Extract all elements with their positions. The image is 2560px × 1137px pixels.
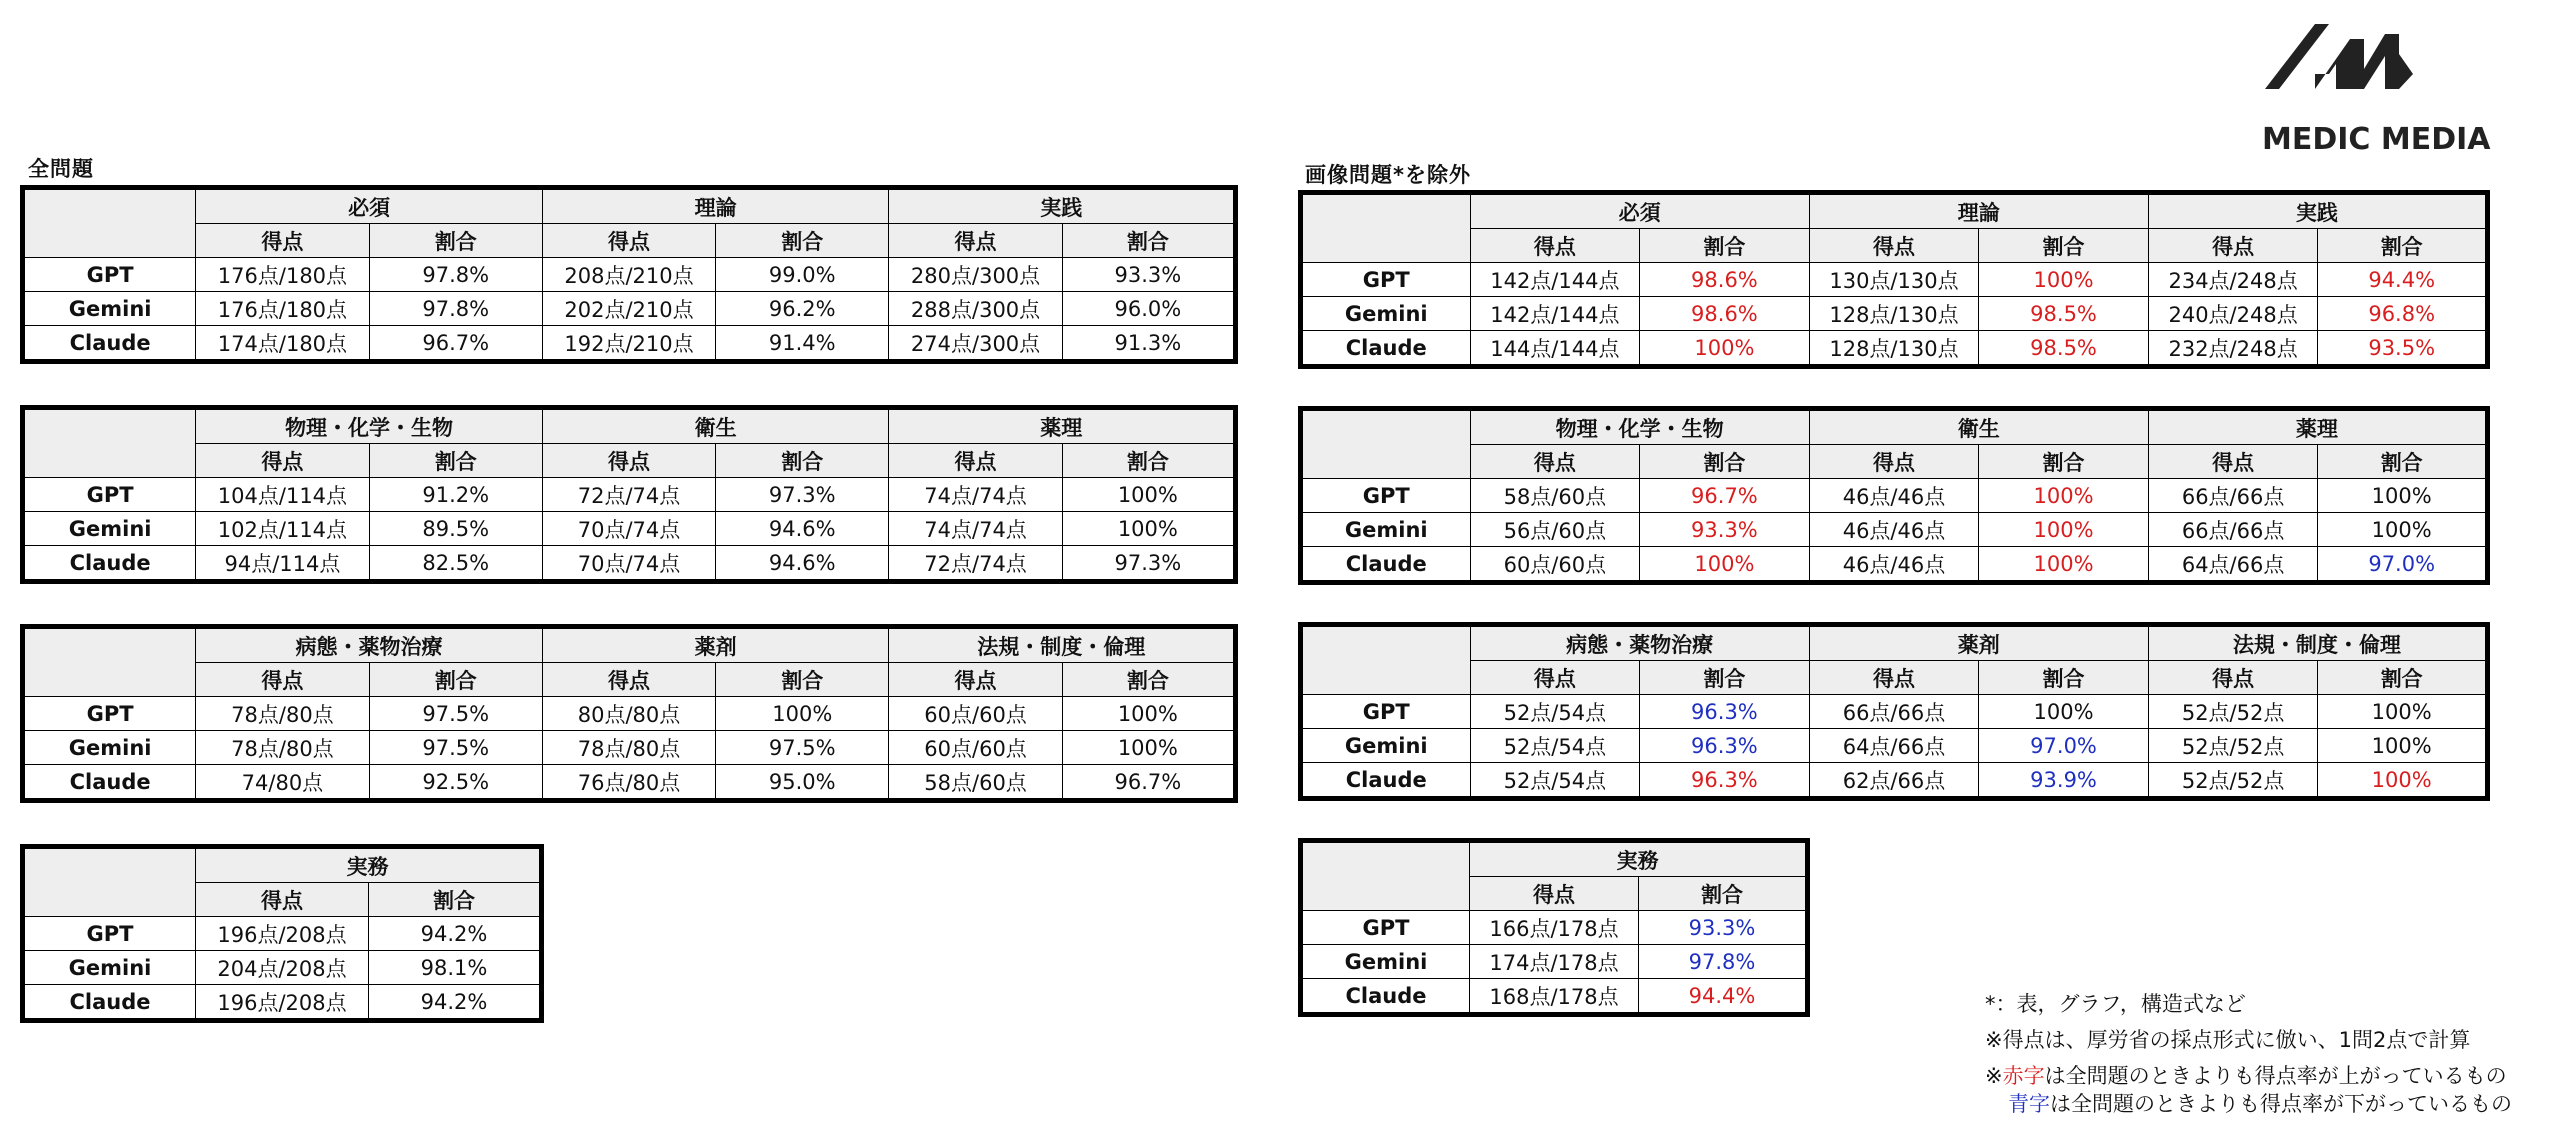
ratio-cell: 98.1% — [369, 951, 542, 985]
table-row — [23, 731, 1236, 765]
category-header: 病態・薬物治療 — [196, 627, 543, 663]
score-cell: 78点/80点 — [542, 731, 715, 765]
score-header: 得点 — [1809, 445, 1979, 479]
score-cell: 78点/80点 — [196, 697, 369, 731]
score-header: 得点 — [542, 663, 715, 697]
table-row — [23, 697, 1236, 731]
score-cell: 274点/300点 — [889, 326, 1062, 362]
score-header: 得点 — [889, 444, 1062, 478]
score-cell: 74点/74点 — [889, 478, 1062, 512]
ratio-cell: 96.7% — [1640, 479, 1810, 513]
ratio-header: 割合 — [369, 883, 542, 917]
ratio-cell: 96.3% — [1640, 695, 1810, 729]
ratio-cell: 89.5% — [369, 512, 542, 546]
table-row — [23, 326, 1236, 362]
score-cell: 52点/54点 — [1470, 695, 1640, 729]
note-blue — [2008, 1088, 2512, 1118]
score-cell: 72点/74点 — [889, 546, 1062, 582]
score-header: 得点 — [1470, 661, 1640, 695]
score-header: 得点 — [542, 444, 715, 478]
ratio-cell: 97.8% — [1639, 945, 1808, 979]
score-cell: 208点/210点 — [542, 258, 715, 292]
ratio-cell: 100% — [1640, 331, 1810, 367]
category-header: 実務 — [1470, 841, 1808, 877]
model-name: GPT — [23, 478, 196, 512]
table-subheader-row — [1301, 445, 2488, 479]
table-row — [23, 765, 1236, 801]
category-header: 薬剤 — [542, 627, 889, 663]
ratio-cell: 91.4% — [716, 326, 889, 362]
ratio-cell: 93.9% — [1979, 763, 2149, 799]
ratio-cell: 100% — [2318, 479, 2488, 513]
ratio-cell: 100% — [1062, 731, 1235, 765]
model-name: Gemini — [1301, 729, 1471, 763]
score-cell: 102点/114点 — [196, 512, 369, 546]
ratio-header: 割合 — [1979, 661, 2149, 695]
table-row — [23, 985, 542, 1021]
model-name: GPT — [1301, 911, 1470, 945]
ratio-cell: 97.5% — [369, 731, 542, 765]
table-header-row — [23, 847, 542, 883]
ratio-header: 割合 — [1639, 877, 1808, 911]
score-header: 得点 — [1470, 445, 1640, 479]
left-section-title: 全問題 — [28, 157, 94, 181]
ratio-cell: 99.0% — [716, 258, 889, 292]
ratio-cell: 94.4% — [1639, 979, 1808, 1015]
note-red-rest: は全問題のときよりも得点率が上がっているもの — [2044, 1064, 2507, 1088]
ratio-cell: 97.3% — [1062, 546, 1235, 582]
category-header: 薬理 — [889, 408, 1236, 444]
score-header: 得点 — [889, 663, 1062, 697]
score-header: 得点 — [2148, 661, 2318, 695]
score-cell: 166点/178点 — [1470, 911, 1639, 945]
ratio-cell: 93.3% — [1640, 513, 1810, 547]
ratio-cell: 96.3% — [1640, 763, 1810, 799]
table-corner — [1301, 841, 1470, 911]
score-cell: 280点/300点 — [889, 258, 1062, 292]
model-name: Claude — [23, 985, 196, 1021]
table-row — [23, 951, 542, 985]
ratio-cell: 98.6% — [1640, 263, 1810, 297]
table-row — [1301, 479, 2488, 513]
score-cell: 176点/180点 — [196, 292, 369, 326]
table-subheader-row — [23, 444, 1236, 478]
category-header: 理論 — [1809, 193, 2148, 229]
score-header: 得点 — [196, 883, 369, 917]
table-row — [1301, 945, 1808, 979]
ratio-cell: 100% — [1062, 478, 1235, 512]
table-row — [23, 258, 1236, 292]
ratio-cell: 100% — [1979, 479, 2149, 513]
score-cell: 288点/300点 — [889, 292, 1062, 326]
category-header: 物理・化学・生物 — [1470, 409, 1809, 445]
ratio-cell: 100% — [1979, 513, 2149, 547]
score-table — [20, 844, 544, 1023]
ratio-cell: 100% — [1640, 547, 1810, 583]
category-header: 物理・化学・生物 — [196, 408, 543, 444]
score-cell: 62点/66点 — [1809, 763, 1979, 799]
ratio-cell: 91.2% — [369, 478, 542, 512]
score-cell: 74点/74点 — [889, 512, 1062, 546]
score-cell: 176点/180点 — [196, 258, 369, 292]
table-row — [1301, 911, 1808, 945]
table-row — [1301, 979, 1808, 1015]
table-row — [1301, 513, 2488, 547]
score-cell: 52点/54点 — [1470, 763, 1640, 799]
table-header-row — [1301, 625, 2488, 661]
ratio-cell: 100% — [1979, 263, 2149, 297]
score-cell: 58点/60点 — [1470, 479, 1640, 513]
ratio-cell: 97.5% — [369, 697, 542, 731]
category-header: 薬剤 — [1809, 625, 2148, 661]
model-name: Gemini — [23, 951, 196, 985]
score-table — [20, 624, 1238, 803]
ratio-header: 割合 — [369, 663, 542, 697]
table-row — [1301, 263, 2488, 297]
ratio-header: 割合 — [1640, 661, 1810, 695]
ratio-header: 割合 — [1979, 445, 2149, 479]
table-header-row — [1301, 409, 2488, 445]
model-name: Claude — [1301, 547, 1471, 583]
category-header: 薬理 — [2148, 409, 2487, 445]
score-cell: 142点/144点 — [1470, 263, 1640, 297]
ratio-header: 割合 — [1062, 224, 1235, 258]
score-table — [20, 405, 1238, 584]
score-cell: 66点/66点 — [2148, 513, 2318, 547]
model-name: Gemini — [1301, 297, 1471, 331]
ratio-header: 割合 — [2318, 445, 2488, 479]
score-cell: 46点/46点 — [1809, 513, 1979, 547]
score-header: 得点 — [2148, 229, 2318, 263]
ratio-cell: 100% — [1979, 695, 2149, 729]
score-cell: 192点/210点 — [542, 326, 715, 362]
score-table — [20, 185, 1238, 364]
ratio-cell: 91.3% — [1062, 326, 1235, 362]
ratio-header: 割合 — [2318, 661, 2488, 695]
score-cell: 58点/60点 — [889, 765, 1062, 801]
ratio-cell: 98.5% — [1979, 297, 2149, 331]
ratio-header: 割合 — [1062, 444, 1235, 478]
score-cell: 196点/208点 — [196, 985, 369, 1021]
category-header: 実践 — [889, 188, 1236, 224]
ratio-header: 割合 — [1640, 445, 1810, 479]
table-row — [1301, 331, 2488, 367]
score-cell: 80点/80点 — [542, 697, 715, 731]
score-cell: 46点/46点 — [1809, 547, 1979, 583]
score-cell: 66点/66点 — [2148, 479, 2318, 513]
model-name: GPT — [1301, 263, 1471, 297]
ratio-cell: 94.4% — [2318, 263, 2488, 297]
category-header: 必須 — [196, 188, 543, 224]
ratio-cell: 96.7% — [1062, 765, 1235, 801]
ratio-cell: 100% — [716, 697, 889, 731]
score-header: 得点 — [1470, 229, 1640, 263]
score-cell: 72点/74点 — [542, 478, 715, 512]
score-cell: 128点/130点 — [1809, 331, 1979, 367]
ratio-cell: 98.6% — [1640, 297, 1810, 331]
model-name: GPT — [23, 697, 196, 731]
score-cell: 234点/248点 — [2148, 263, 2318, 297]
score-cell: 76点/80点 — [542, 765, 715, 801]
score-table — [1298, 622, 2490, 801]
table-row — [1301, 695, 2488, 729]
ratio-cell: 100% — [2318, 763, 2488, 799]
ratio-header: 割合 — [716, 444, 889, 478]
model-name: Gemini — [23, 292, 196, 326]
table-subheader-row — [23, 663, 1236, 697]
score-cell: 52点/52点 — [2148, 763, 2318, 799]
ratio-cell: 100% — [1062, 512, 1235, 546]
score-header: 得点 — [889, 224, 1062, 258]
score-cell: 104点/114点 — [196, 478, 369, 512]
model-name: Gemini — [1301, 945, 1470, 979]
note-red-word: 赤字 — [2002, 1064, 2045, 1088]
ratio-cell: 82.5% — [369, 546, 542, 582]
ratio-cell: 94.2% — [369, 985, 542, 1021]
ratio-cell: 97.5% — [716, 731, 889, 765]
table-corner — [23, 188, 196, 258]
ratio-cell: 96.0% — [1062, 292, 1235, 326]
table-corner — [1301, 625, 1471, 695]
score-header: 得点 — [196, 663, 369, 697]
score-cell: 46点/46点 — [1809, 479, 1979, 513]
table-row — [23, 917, 542, 951]
ratio-cell: 100% — [2318, 695, 2488, 729]
note-blue-word: 青字 — [2008, 1092, 2050, 1116]
table-row — [23, 546, 1236, 582]
ratio-cell: 100% — [1979, 547, 2149, 583]
ratio-cell: 93.3% — [1062, 258, 1235, 292]
ratio-cell: 93.3% — [1639, 911, 1808, 945]
model-name: Claude — [1301, 763, 1471, 799]
table-corner — [23, 627, 196, 697]
score-cell: 142点/144点 — [1470, 297, 1640, 331]
note-asterisk: *：表，グラフ，構造式など — [1985, 992, 2246, 1016]
score-header: 得点 — [196, 224, 369, 258]
model-name: GPT — [23, 917, 196, 951]
table-row — [1301, 547, 2488, 583]
ratio-cell: 96.2% — [716, 292, 889, 326]
score-cell: 174点/178点 — [1470, 945, 1639, 979]
table-header-row — [1301, 193, 2488, 229]
score-header: 得点 — [1470, 877, 1639, 911]
score-cell: 204点/208点 — [196, 951, 369, 985]
table-subheader-row — [1301, 229, 2488, 263]
category-header: 衛生 — [1809, 409, 2148, 445]
model-name: Claude — [23, 765, 196, 801]
ratio-cell: 94.2% — [369, 917, 542, 951]
model-name: Claude — [1301, 331, 1471, 367]
table-corner — [23, 408, 196, 478]
model-name: GPT — [1301, 695, 1471, 729]
score-cell: 64点/66点 — [2148, 547, 2318, 583]
note-scoring: ※得点は、厚労省の採点形式に倣い、1問2点で計算 — [1985, 1028, 2471, 1052]
category-header: 法規・制度・倫理 — [889, 627, 1236, 663]
score-cell: 52点/52点 — [2148, 695, 2318, 729]
score-cell: 52点/54点 — [1470, 729, 1640, 763]
score-header: 得点 — [1809, 229, 1979, 263]
score-header: 得点 — [2148, 445, 2318, 479]
category-header: 法規・制度・倫理 — [2148, 625, 2487, 661]
score-cell: 52点/52点 — [2148, 729, 2318, 763]
score-cell: 128点/130点 — [1809, 297, 1979, 331]
model-name: Gemini — [23, 731, 196, 765]
score-cell: 70点/74点 — [542, 546, 715, 582]
table-row — [23, 478, 1236, 512]
table-corner — [23, 847, 196, 917]
model-name: GPT — [23, 258, 196, 292]
ratio-header: 割合 — [1062, 663, 1235, 697]
ratio-cell: 96.8% — [2318, 297, 2488, 331]
score-cell: 168点/178点 — [1470, 979, 1639, 1015]
category-header: 病態・薬物治療 — [1470, 625, 1809, 661]
category-header: 理論 — [542, 188, 889, 224]
table-row — [1301, 763, 2488, 799]
score-cell: 232点/248点 — [2148, 331, 2318, 367]
ratio-cell: 96.3% — [1640, 729, 1810, 763]
score-cell: 60点/60点 — [889, 731, 1062, 765]
score-header: 得点 — [542, 224, 715, 258]
ratio-cell: 98.5% — [1979, 331, 2149, 367]
table-header-row — [23, 408, 1236, 444]
right-section-title: 画像問題*を除外 — [1305, 163, 1471, 187]
score-cell: 74/80点 — [196, 765, 369, 801]
score-table — [1298, 838, 1810, 1017]
score-cell: 64点/66点 — [1809, 729, 1979, 763]
table-row — [1301, 297, 2488, 331]
score-cell: 144点/144点 — [1470, 331, 1640, 367]
score-cell: 94点/114点 — [196, 546, 369, 582]
model-name: GPT — [1301, 479, 1471, 513]
model-name: Claude — [23, 326, 196, 362]
table-subheader-row — [23, 224, 1236, 258]
ratio-cell: 97.8% — [369, 292, 542, 326]
category-header: 実践 — [2148, 193, 2487, 229]
score-cell: 56点/60点 — [1470, 513, 1640, 547]
score-cell: 240点/248点 — [2148, 297, 2318, 331]
ratio-cell: 97.8% — [369, 258, 542, 292]
ratio-cell: 97.3% — [716, 478, 889, 512]
ratio-cell: 94.6% — [716, 512, 889, 546]
score-cell: 202点/210点 — [542, 292, 715, 326]
table-header-row — [1301, 841, 1808, 877]
ratio-cell: 97.0% — [2318, 547, 2488, 583]
score-cell: 60点/60点 — [889, 697, 1062, 731]
note-red-prefix: ※ — [1985, 1064, 2003, 1088]
note-red — [1985, 1060, 2507, 1090]
score-cell: 130点/130点 — [1809, 263, 1979, 297]
category-header: 衛生 — [542, 408, 889, 444]
table-row — [23, 292, 1236, 326]
table-row — [23, 512, 1236, 546]
category-header: 実務 — [196, 847, 542, 883]
score-header: 得点 — [196, 444, 369, 478]
score-cell: 174点/180点 — [196, 326, 369, 362]
ratio-cell: 96.7% — [369, 326, 542, 362]
score-header: 得点 — [1809, 661, 1979, 695]
ratio-header: 割合 — [716, 663, 889, 697]
score-cell: 78点/80点 — [196, 731, 369, 765]
score-cell: 196点/208点 — [196, 917, 369, 951]
ratio-cell: 100% — [2318, 729, 2488, 763]
score-table — [1298, 190, 2490, 369]
ratio-cell: 100% — [1062, 697, 1235, 731]
table-header-row — [23, 188, 1236, 224]
logo-text: MEDIC MEDIA — [2262, 122, 2491, 157]
category-header: 必須 — [1470, 193, 1809, 229]
ratio-cell: 100% — [2318, 513, 2488, 547]
table-corner — [1301, 193, 1471, 263]
score-cell: 66点/66点 — [1809, 695, 1979, 729]
model-name: Gemini — [1301, 513, 1471, 547]
table-corner — [1301, 409, 1471, 479]
score-cell: 60点/60点 — [1470, 547, 1640, 583]
table-subheader-row — [1301, 661, 2488, 695]
ratio-header: 割合 — [369, 224, 542, 258]
ratio-header: 割合 — [716, 224, 889, 258]
table-row — [1301, 729, 2488, 763]
ratio-cell: 97.0% — [1979, 729, 2149, 763]
ratio-cell: 95.0% — [716, 765, 889, 801]
ratio-header: 割合 — [1979, 229, 2149, 263]
ratio-header: 割合 — [369, 444, 542, 478]
ratio-cell: 92.5% — [369, 765, 542, 801]
score-cell: 70点/74点 — [542, 512, 715, 546]
note-blue-rest: は全問題のときよりも得点率が下がっているもの — [2050, 1092, 2512, 1116]
model-name: Claude — [23, 546, 196, 582]
ratio-cell: 94.6% — [716, 546, 889, 582]
model-name: Gemini — [23, 512, 196, 546]
ratio-cell: 93.5% — [2318, 331, 2488, 367]
ratio-header: 割合 — [2318, 229, 2488, 263]
ratio-header: 割合 — [1640, 229, 1810, 263]
model-name: Claude — [1301, 979, 1470, 1015]
score-table — [1298, 406, 2490, 585]
table-header-row — [23, 627, 1236, 663]
